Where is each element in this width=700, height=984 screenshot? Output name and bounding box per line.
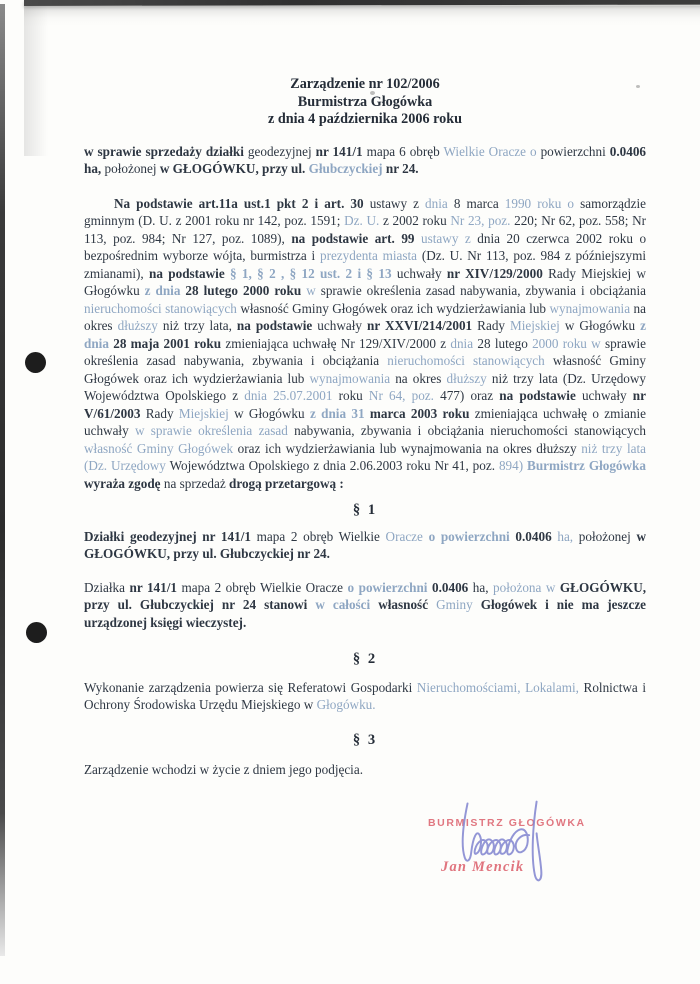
title-line-order-number: Zarządzenie nr 102/2006: [290, 76, 440, 92]
section-3-paragraph-1: Zarządzenie wchodzi w życie z dniem jego podjęcia.: [84, 762, 363, 777]
section-1-paragraph-1: Działki geodezyjnej nr 141/1 mapa 2 obręb Wielkie Oracze o powierzchni 0.0406 ha, położonej w GŁOGÓWKU, przy ul. Głubczyckiej nr 24.: [84, 528, 646, 561]
title-line-date: z dnia 4 października 2006 roku: [267, 111, 463, 127]
document-body: [84, 76, 646, 779]
section-2-heading: § 2: [352, 651, 378, 667]
hole-punch-bottom: [26, 622, 47, 643]
hole-punch-top: [25, 352, 46, 373]
title-line-issuer: Burmistrza Głogówka: [297, 93, 433, 110]
mayor-stamp-title: BURMISTRZ GŁOGÓWKA: [428, 817, 586, 829]
scan-left-edge: [0, 4, 5, 956]
scan-top-shadow: [24, 6, 700, 26]
section-3-heading: § 3: [352, 731, 378, 748]
document-title: [84, 76, 646, 129]
scan-topleft-shadow: [24, 6, 48, 156]
subject-paragraph: w sprawie sprzedaży działki geodezyjnej nr 141/1 mapa 6 obręb Wielkie Oracze o powierzchni 0.0406 ha, położonej w GŁOGÓWKU, przy ul. Głubczyckiej nr 24.: [84, 143, 646, 176]
handwritten-signature-icon: [447, 797, 587, 892]
section-1-paragraph-2: Działka nr 141/1 mapa 2 obręb Wielkie Oracze o powierzchni 0.0406 ha, położona w GŁOGÓWKU, przy ul. Głubczyckiej nr 24 stanowi w całości własność Gminy Głogówek i nie ma jeszcze urządzonej księgi wieczystej.: [84, 579, 647, 630]
mayor-stamp-name: Jan Mencik: [441, 859, 525, 875]
section-1-heading: § 1: [352, 502, 378, 518]
section-2-paragraph-1: Wykonanie zarządzenia powierza się Referatowi Gospodarki Nieruchomościami, Lokalami, Rolnictwa i Ochrony Środowiska Urzędu Miejskiego w Głogówku.: [84, 679, 646, 712]
legal-basis-paragraph: Na podstawie art.11a ust.1 pkt 2 i art. 30 ustawy z dnia 8 marca 1990 roku o samorządzie gminnym (D. U. z 2001 roku nr 142, poz. 1591; Dz. U. z 2002 roku Nr 23, poz. 220; Nr 62, poz. 558; Nr 113, poz. 984; Nr 127, poz. 1089), na podstawie art. 99 ustawy z dnia 20 czerwca 2002 roku o bezpośrednim wyborze wójta, burmistrza i prezydenta miasta (Dz. U. Nr 113, poz. 984 z późniejszymi zmianami), na podstawie § 1, § 2 , § 12 ust. 2 i § 13 uchwały nr XIV/129/2000 Rady Miejskiej w Głogówku z dnia 28 lutego 2000 roku w sprawie określenia zasad nabywania, zbywania i obciążania nieruchomości stanowiących własność Gminy Głogówek oraz ich wydzierżawiania lub wynajmowania na okres dłuższy niż trzy lata, na podstawie uchwały nr XXVI/214/2001 Rady Miejskiej w Głogówku z dnia 28 maja 2001 roku zmieniająca uchwałę Nr 129/XIV/2000 z dnia 28 lutego 2000 roku w sprawie określenia zasad nabywania, zbywania i obciążania nieruchomości stanowiących własność Gminy Głogówek oraz ich wydzierżawiania lub wynajmowania na okres dłuższy niż trzy lata (Dz. Urzędowy Województwa Opolskiego z dnia 25.07.2001 roku Nr 64, poz. 477) oraz na podstawie uchwały nr V/61/2003 Rady Miejskiej w Głogówku z dnia 31 marca 2003 roku zmieniająca uchwałę o zmianie uchwały w sprawie określenia zasad nabywania, zbywania i obciążania nieruchomości stanowiących własność Gminy Głogówek oraz ich wydzierżawiania lub wynajmowania na okres dłuższy niż trzy lata (Dz. Urzędowy Województwa Opolskiego z dnia 2.06.2003 roku Nr 41, poz. 894) Burmistrz Głogówka wyraża zgodę na sprzedaż drogą przetargową :: [84, 195, 647, 491]
signature-block: [425, 795, 625, 900]
